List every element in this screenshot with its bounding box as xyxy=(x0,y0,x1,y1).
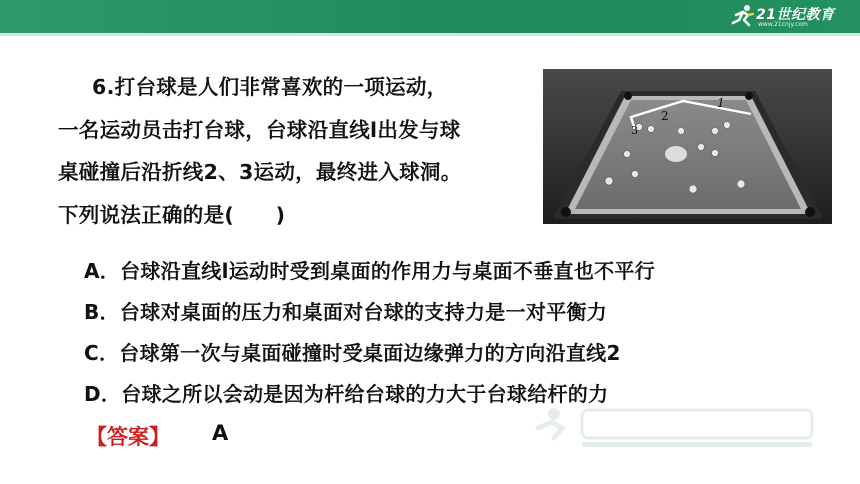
question-line-2: 一名运动员击打台球，台球沿直线l出发与球 xyxy=(58,118,461,142)
answer-value: A xyxy=(212,421,229,445)
brand-url: www.21cnjy.com xyxy=(758,21,808,28)
billiards-table-photo xyxy=(543,69,832,224)
option-a: A．台球沿直线l运动时受到桌面的作用力与桌面不垂直也不平行 xyxy=(84,259,656,283)
answer-label: 【答案】 xyxy=(86,425,170,449)
header-divider xyxy=(0,33,860,36)
question-line-1: 6.打台球是人们非常喜欢的一项运动， xyxy=(92,75,448,99)
line-label-3: 3 xyxy=(631,124,638,137)
line-label-2: 2 xyxy=(661,109,669,123)
line-label-1: 1 xyxy=(717,96,725,110)
question-line-3: 桌碰撞后沿折线2、3运动，最终进入球洞。 xyxy=(58,160,462,184)
brand-logo xyxy=(730,3,842,29)
brand-name: 21世纪教育 xyxy=(756,7,835,23)
watermark-logo-icon xyxy=(532,402,832,452)
option-b: B．台球对桌面的压力和桌面对台球的支持力是一对平衡力 xyxy=(84,300,608,324)
option-c: C．台球第一次与桌面碰撞时受桌面边缘弹力的方向沿直线2 xyxy=(84,341,621,365)
question-line-4: 下列说法正确的是( ) xyxy=(58,203,286,227)
runner-logo-icon xyxy=(730,3,756,29)
option-d: D．台球之所以会动是因为杆给台球的力大于台球给杆的力 xyxy=(84,382,609,406)
